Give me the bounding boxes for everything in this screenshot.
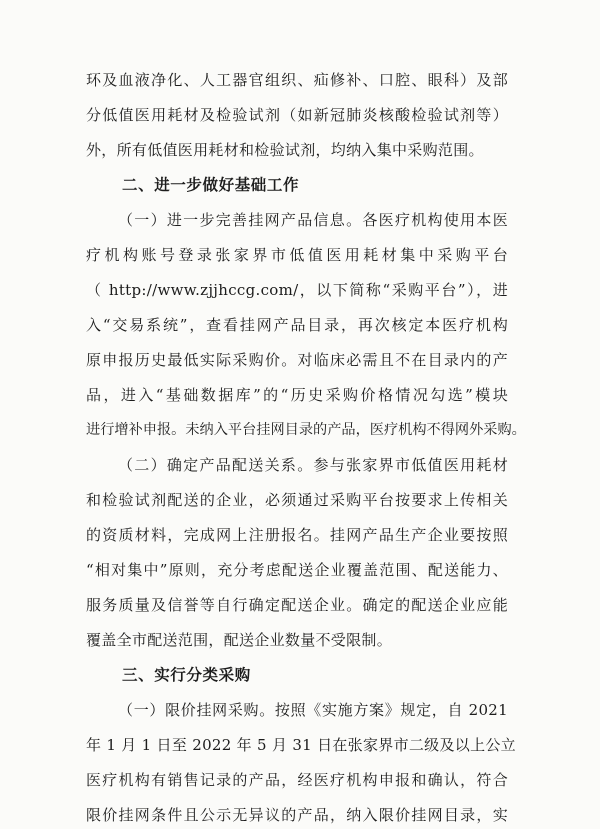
- paragraph-line: （一）进一步完善挂网产品信息。各医疗机构使用本医: [118, 211, 508, 229]
- paragraph-line: 入“交易系统”，查看挂网产品目录，再次核定本医疗机构: [86, 316, 508, 334]
- paragraph-line: 原申报历史最低实际采购价。对临床必需且不在目录内的产: [86, 351, 508, 369]
- paragraph-line: 进行增补申报。未纳入平台挂网目录的产品，医疗机构不得网外采购。: [86, 422, 526, 438]
- paragraph-line: （ http://www.zjjhccg.com/，以下简称“采购平台”），进: [86, 281, 508, 299]
- paragraph-line: 外，所有低值医用耗材和检验试剂，均纳入集中采购范围。: [86, 141, 484, 159]
- paragraph-line: “相对集中”原则，充分考虑配送企业覆盖范围、配送能力、: [86, 561, 508, 579]
- paragraph-line: 和检验试剂配送的企业，必须通过采购平台按要求上传相关: [86, 491, 508, 509]
- paragraph-line: 覆盖全市配送范围，配送企业数量不受限制。: [86, 631, 393, 649]
- paragraph-line: 的资质材料，完成网上注册报名。挂网产品生产企业要按照: [86, 526, 508, 544]
- section-heading-3: 三、实行分类采购: [122, 666, 251, 684]
- section-heading-2: 二、进一步做好基础工作: [122, 176, 300, 194]
- paragraph-line: 医疗机构有销售记录的产品，经医疗机构申报和确认，符合: [86, 771, 508, 789]
- paragraph-line: （一）限价挂网采购。按照《实施方案》规定，自 2021: [118, 701, 508, 719]
- paragraph-line: 环及血液净化、人工器官组织、疝修补、口腔、眼科）及部: [86, 71, 508, 89]
- paragraph-line: 品，进入“基础数据库”的“历史采购价格情况勾选”模块: [86, 386, 508, 404]
- paragraph-line: 疗机构账号登录张家界市低值医用耗材集中采购平台: [86, 246, 508, 264]
- paragraph-line: 限价挂网条件且公示无异议的产品，纳入限价挂网目录，实: [86, 806, 508, 824]
- paragraph-line: 服务质量及信誉等自行确定配送企业。确定的配送企业应能: [86, 596, 508, 614]
- paragraph-line: （二）确定产品配送关系。参与张家界市低值医用耗材: [118, 456, 508, 474]
- paragraph-line: 年 1 月 1 日至 2022 年 5 月 31 日在张家界市二级及以上公立: [86, 736, 516, 754]
- paragraph-line: 分低值医用耗材及检验试剂（如新冠肺炎核酸检验试剂等）: [86, 106, 508, 124]
